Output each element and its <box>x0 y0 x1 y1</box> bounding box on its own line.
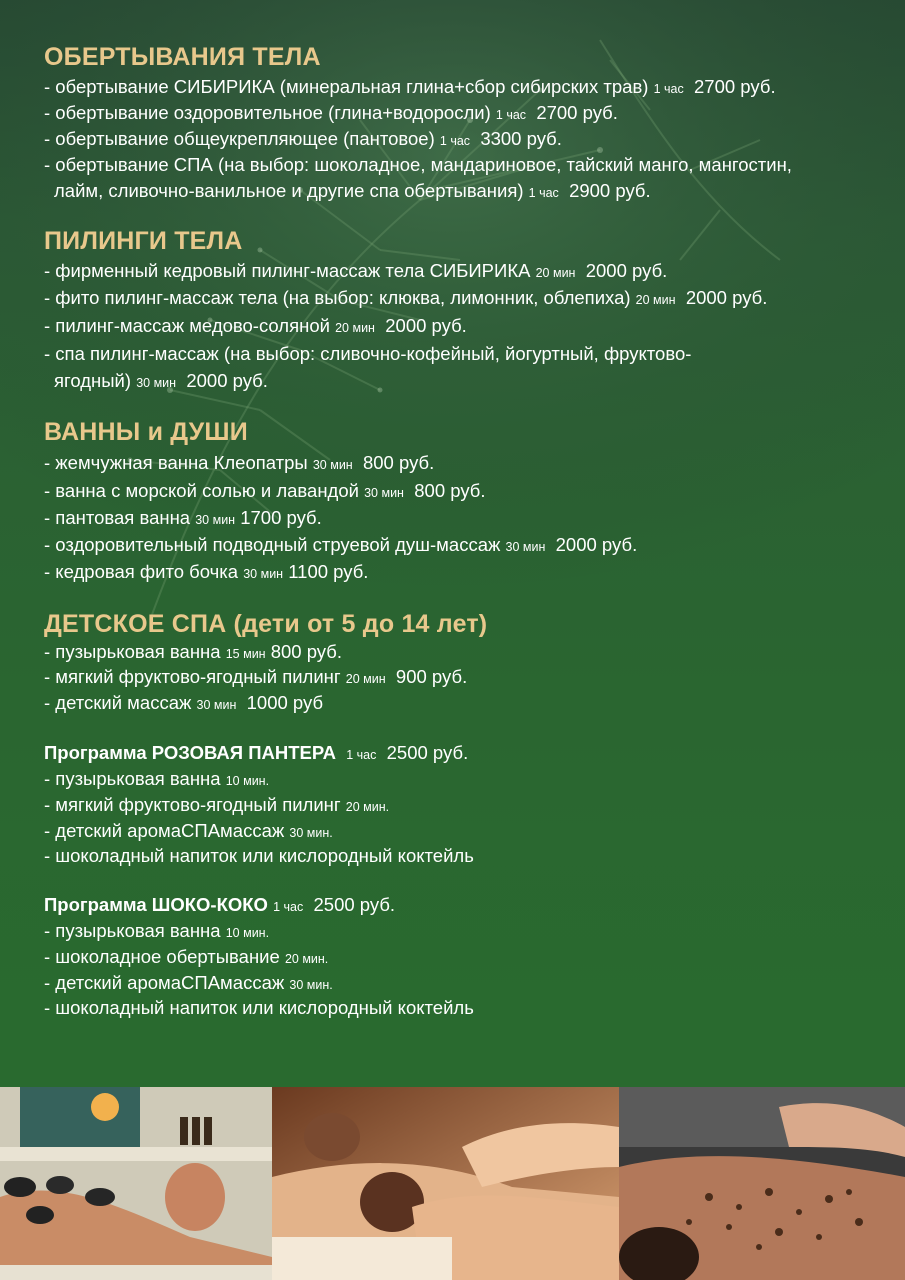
stone-massage-photo <box>0 1087 272 1280</box>
section-title-peels: ПИЛИНГИ ТЕЛА <box>44 227 243 255</box>
program-item: - пузырьковая ванна 10 мин. <box>44 768 270 789</box>
program-choco-coco-title: Программа ШОКО-КОКО 1 час 2500 руб. <box>44 894 396 915</box>
wrap-item-continued: лайм, сливочно-ванильное и другие спа обертывания) 1 час 2900 руб. <box>54 180 651 201</box>
section-title-wraps: ОБЕРТЫВАНИЯ ТЕЛА <box>44 43 321 71</box>
bath-item: - кедровая фито бочка 30 мин 1100 руб. <box>44 561 369 582</box>
wrap-item: - обертывание СПА (на выбор: шоколадное, мандариновое, тайский манго, мангостин, <box>44 154 792 175</box>
program-item: - шоколадный напиток или кислородный коктейль <box>44 997 474 1018</box>
peel-item-continued: ягодный) 30 мин 2000 руб. <box>54 370 268 391</box>
peel-item: - фирменный кедровый пилинг-массаж тела СИБИРИКА 20 мин 2000 руб. <box>44 260 668 281</box>
wrap-item: - обертывание общеукрепляющее (пантовое) 1 час 3300 руб. <box>44 128 562 149</box>
bath-item: - пантовая ванна 30 мин 1700 руб. <box>44 507 322 528</box>
section-title-baths: ВАННЫ и ДУШИ <box>44 418 248 446</box>
section-title-kids: ДЕТСКОЕ СПА (дети от 5 до 14 лет) <box>44 610 488 638</box>
program-item: - детский аромаСПАмассаж 30 мин. <box>44 972 333 993</box>
photo-strip <box>0 1087 905 1280</box>
kids-item: - детский массаж 30 мин 1000 руб <box>44 692 324 713</box>
program-item: - шоколадное обертывание 20 мин. <box>44 946 329 967</box>
peel-item: - спа пилинг-массаж (на выбор: сливочно-кофейный, йогуртный, фруктово- <box>44 343 692 364</box>
peel-item: - фито пилинг-массаж тела (на выбор: клюква, лимонник, облепиха) 20 мин 2000 руб. <box>44 287 768 308</box>
program-item: - пузырьковая ванна 10 мин. <box>44 920 270 941</box>
program-pink-panther-title: Программа РОЗОВАЯ ПАНТЕРА 1 час 2500 руб. <box>44 742 469 763</box>
bath-item: - ванна с морской солью и лавандой 30 мин 800 руб. <box>44 480 486 501</box>
peel-item: - пилинг-массаж медово-соляной 20 мин 2000 руб. <box>44 315 467 336</box>
bath-item: - жемчужная ванна Клеопатры 30 мин 800 руб. <box>44 452 435 473</box>
program-item: - мягкий фруктово-ягодный пилинг 20 мин. <box>44 794 390 815</box>
couple-massage-photo <box>272 1087 619 1280</box>
wrap-item: - обертывание оздоровительное (глина+водоросли) 1 час 2700 руб. <box>44 102 618 123</box>
program-item: - детский аромаСПАмассаж 30 мин. <box>44 820 333 841</box>
kids-item: - пузырьковая ванна 15 мин 800 руб. <box>44 641 342 662</box>
wrap-item: - обертывание СИБИРИКА (минеральная глина+сбор сибирских трав) 1 час 2700 руб. <box>44 76 776 97</box>
kids-item: - мягкий фруктово-ягодный пилинг 20 мин 900 руб. <box>44 666 468 687</box>
body-scrub-photo <box>619 1087 905 1280</box>
bath-item: - оздоровительный подводный струевой душ-массаж 30 мин 2000 руб. <box>44 534 638 555</box>
program-item: - шоколадный напиток или кислородный коктейль <box>44 845 474 866</box>
